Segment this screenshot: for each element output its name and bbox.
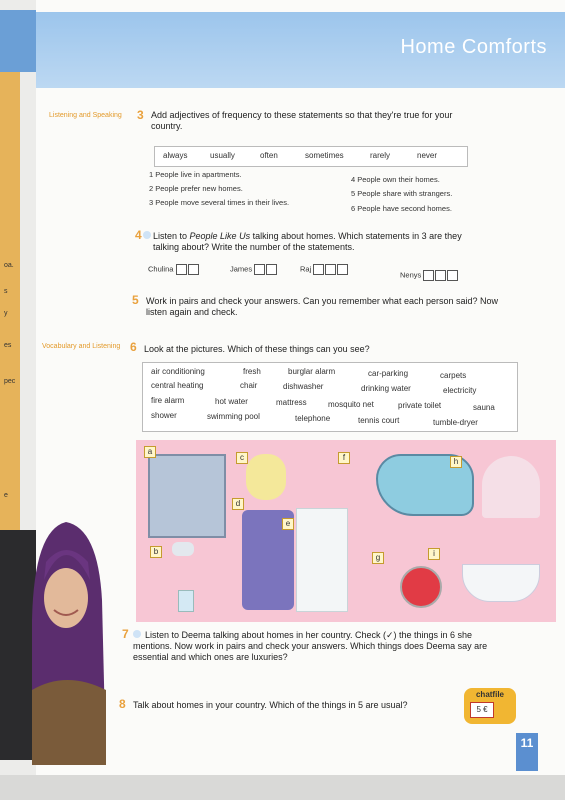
- statement: 6 People have second homes.: [351, 204, 452, 213]
- left-page-edge: [0, 72, 20, 532]
- left-fragment: oa.: [4, 262, 14, 269]
- word: shower: [151, 411, 177, 420]
- answer-box[interactable]: [188, 264, 199, 275]
- word: tennis court: [358, 416, 400, 425]
- exercise-number: 3: [137, 108, 144, 122]
- word: often: [260, 151, 278, 160]
- left-fragment: e: [4, 492, 8, 499]
- left-fragment: es: [4, 342, 12, 349]
- drinking-water-picture: [166, 542, 200, 612]
- textbook-page: [36, 0, 565, 775]
- fire-alarm-picture: [400, 566, 442, 608]
- statement: 5 People share with strangers.: [351, 189, 453, 198]
- answer-box[interactable]: [325, 264, 336, 275]
- exercise-number: 8: [119, 697, 126, 711]
- vocabulary-box: [142, 362, 518, 432]
- picture-label: e: [282, 518, 294, 530]
- exercise-instruction: Add adjectives of frequency to these statements so that they're true for your country.: [151, 110, 453, 131]
- word: always: [163, 151, 188, 160]
- page-title: Home Comforts: [400, 36, 547, 58]
- exercise-number: 4: [135, 228, 142, 242]
- picture-label: g: [372, 552, 384, 564]
- chatfile-reference: 5 €: [470, 702, 494, 718]
- answer-box[interactable]: [435, 270, 446, 281]
- word: fresh: [243, 367, 261, 376]
- word: fire alarm: [151, 396, 185, 405]
- mosquito-net-picture: [482, 456, 540, 518]
- woman-photo-illustration: [26, 510, 108, 765]
- speaker-answer: Nenys: [400, 270, 459, 281]
- word: chair: [240, 381, 258, 390]
- word: carpets: [440, 371, 467, 380]
- word: drinking water: [361, 384, 411, 393]
- woman-photo: [26, 510, 108, 765]
- picture-label: f: [338, 452, 350, 464]
- answer-box[interactable]: [423, 270, 434, 281]
- speaker-answer: Raj: [300, 264, 349, 275]
- answer-box[interactable]: [447, 270, 458, 281]
- answer-box[interactable]: [313, 264, 324, 275]
- picture-label: a: [144, 446, 156, 458]
- answer-box[interactable]: [254, 264, 265, 275]
- picture-panel: [136, 440, 556, 622]
- statement: 2 People prefer new homes.: [149, 184, 243, 193]
- word: private toilet: [398, 401, 442, 410]
- answer-box[interactable]: [337, 264, 348, 275]
- private-toilet-picture: [296, 508, 348, 612]
- left-fragment: s: [4, 288, 8, 295]
- exercise-number: 5: [132, 293, 139, 307]
- bath-picture: [462, 564, 540, 602]
- word: hot water: [215, 397, 248, 406]
- dishwasher-picture: [148, 454, 226, 538]
- statement: 4 People own their homes.: [351, 175, 440, 184]
- speaker-answer: Chulina: [148, 264, 200, 275]
- word: mosquito net: [328, 400, 374, 409]
- shower-picture: [246, 454, 286, 500]
- section-label: Vocabulary and Listening: [42, 343, 121, 350]
- exercise-number: 7: [122, 627, 129, 641]
- section-label: Listening and Speaking: [49, 112, 122, 119]
- word-box: [154, 146, 468, 167]
- word: air conditioning: [151, 367, 205, 376]
- word: swimming pool: [207, 412, 260, 421]
- picture-label: d: [232, 498, 244, 510]
- audio-icon: [143, 231, 151, 239]
- word: never: [417, 151, 438, 160]
- exercise-instruction: Talk about homes in your country. Which of the things in 5 are usual?: [133, 700, 408, 710]
- word: burglar alarm: [288, 367, 336, 376]
- speaker-answer: James: [230, 264, 278, 275]
- chatfile-title: chatfile: [475, 690, 504, 699]
- exercise-instruction: Look at the pictures. Which of these things can you see?: [144, 344, 370, 354]
- picture-label: h: [450, 456, 462, 468]
- page-bottom-edge: [0, 775, 565, 800]
- exercise-number: 6: [130, 340, 137, 354]
- word: mattress: [276, 398, 307, 407]
- word: dishwasher: [283, 382, 324, 391]
- answer-box[interactable]: [176, 264, 187, 275]
- left-fragment: y: [4, 310, 8, 317]
- exercise-instruction: Listen to Deema talking about homes in her country. Check (✓) the things in 6 she mentions. Now work in pairs and check your answers. Which things does Deema say are essential and which ones are luxuries?: [133, 630, 488, 662]
- chatfile-badge: [464, 688, 516, 724]
- statement: 3 People move several times in their lives.: [149, 198, 290, 207]
- picture-label: c: [236, 452, 248, 464]
- exercise-instruction: Listen to People Like Us talking about homes. Which statements in 3 are they talking about? Write the number of the statements.: [153, 231, 462, 252]
- word: car-parking: [368, 369, 409, 378]
- word: rarely: [370, 151, 391, 160]
- word: tumble-dryer: [433, 418, 478, 427]
- left-fragment: pec: [4, 378, 16, 385]
- picture-label: i: [428, 548, 440, 560]
- statement: 1 People live in apartments.: [149, 170, 242, 179]
- word: usually: [210, 151, 235, 160]
- picture-label: b: [150, 546, 162, 558]
- word: sometimes: [305, 151, 344, 160]
- page-number: 11: [516, 733, 538, 771]
- word: sauna: [473, 403, 495, 412]
- exercise-instruction: Work in pairs and check your answers. Can you remember what each person said? Now listen again and check.: [146, 296, 498, 317]
- word: telephone: [295, 414, 331, 423]
- word: central heating: [151, 381, 204, 390]
- answer-box[interactable]: [266, 264, 277, 275]
- word: electricity: [443, 386, 477, 395]
